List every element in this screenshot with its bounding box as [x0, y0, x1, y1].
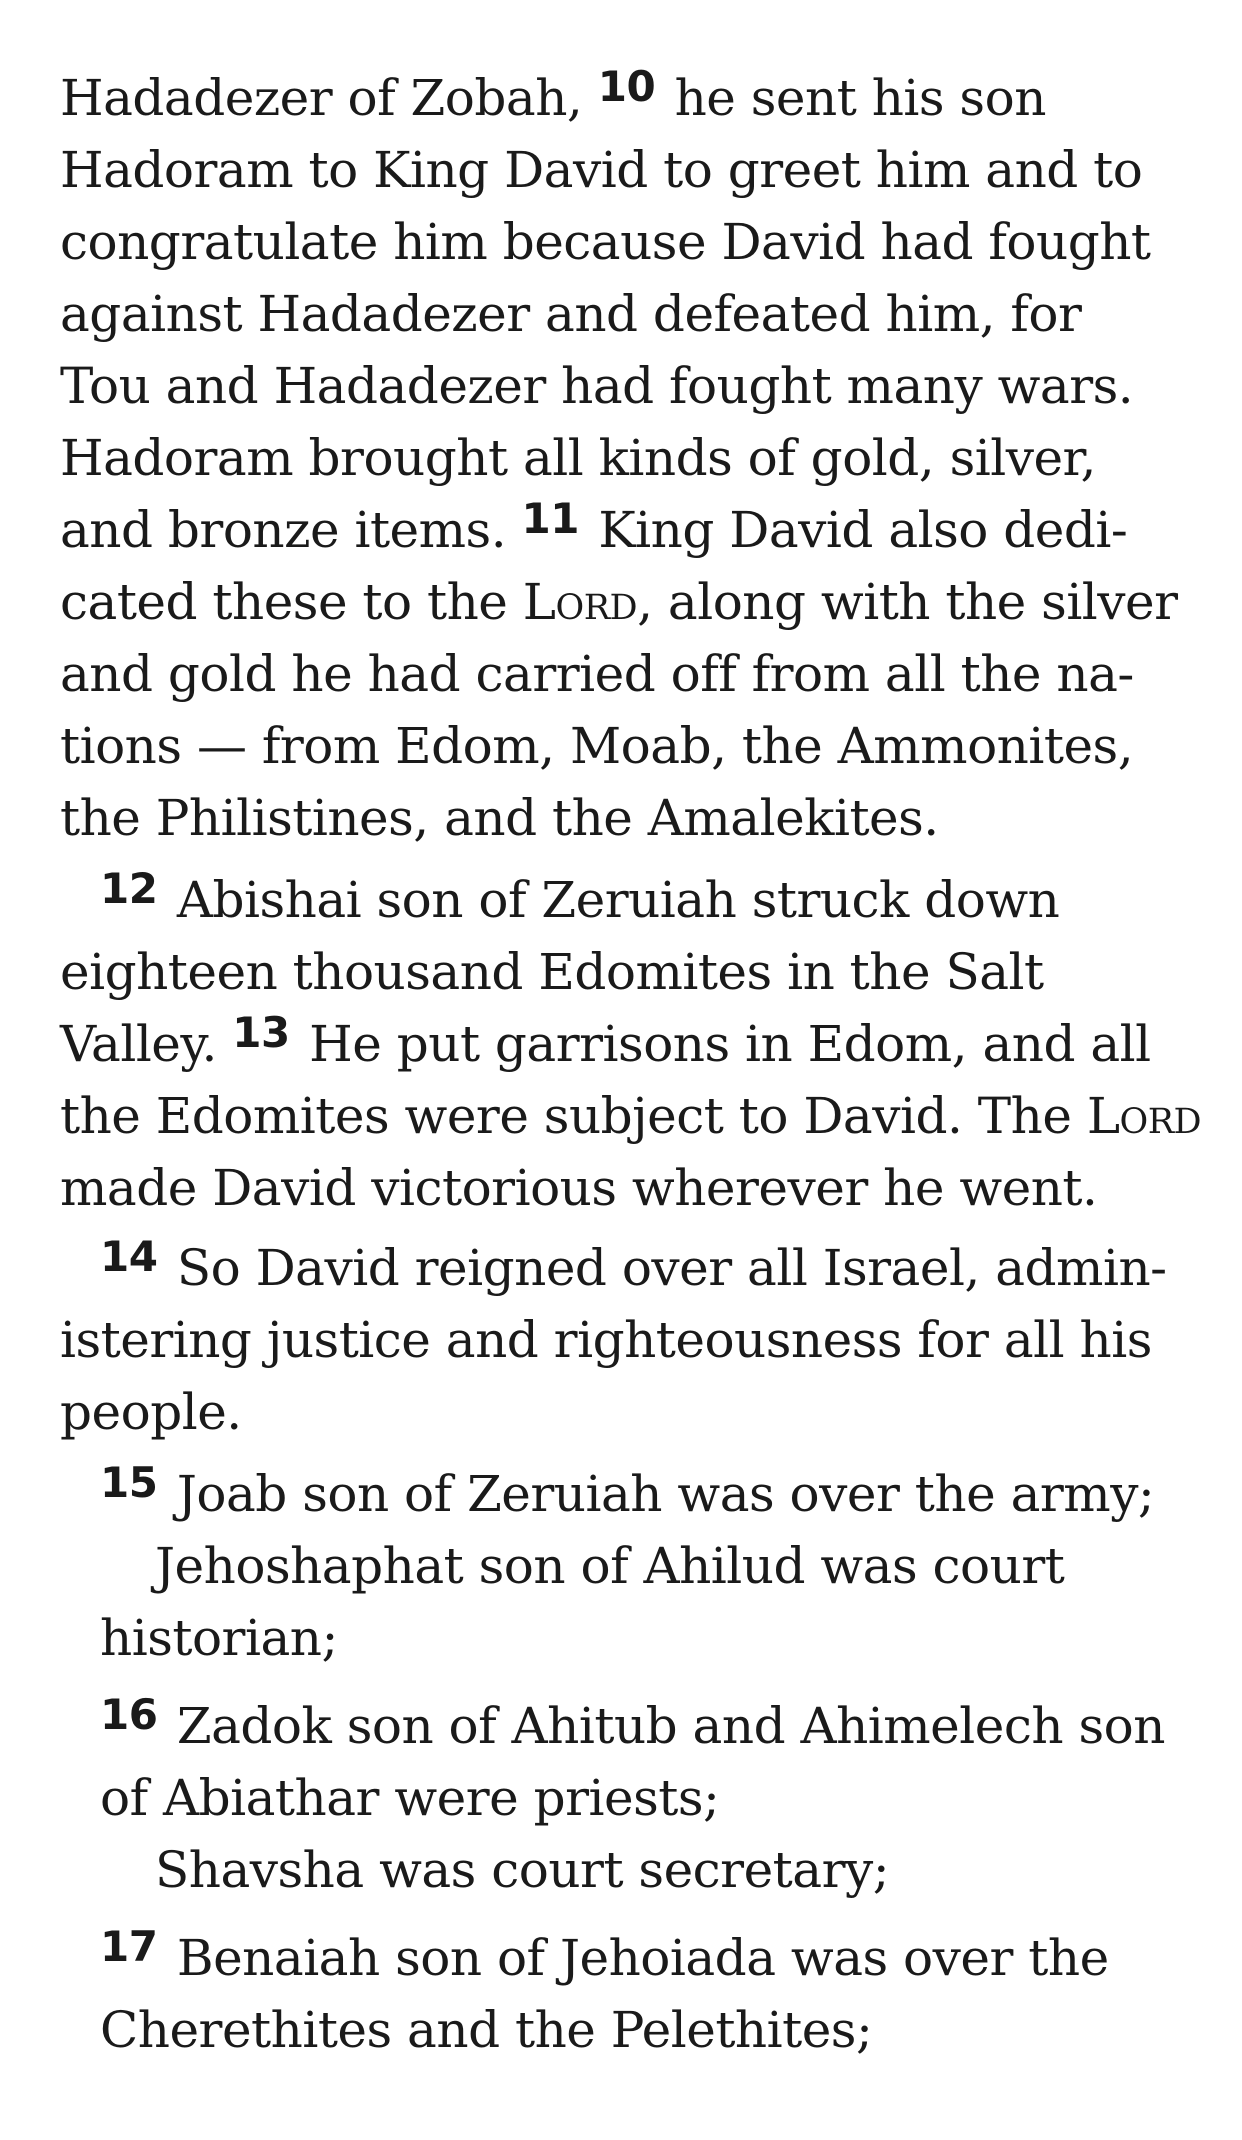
- verse-number: 15: [100, 1458, 158, 1507]
- poetry-line: Jehoshaphat son of Ahilud was court: [155, 1537, 1065, 1595]
- text-line: made David victorious wherever he went.: [60, 1159, 1098, 1217]
- text-line: and gold he had carried off from all the na-: [60, 645, 1134, 703]
- text-line: tions — from Edom, Moab, the Ammonites,: [60, 717, 1134, 775]
- divine-name: Lord: [1086, 1087, 1202, 1145]
- poetry-line: Cherethites and the Pelethites;: [100, 2001, 873, 2059]
- verse-number: 13: [232, 1008, 290, 1057]
- text-line: cated these to the Lord, along with the silver: [60, 573, 1178, 631]
- divine-name: Lord: [522, 573, 638, 631]
- verse-number: 14: [100, 1232, 158, 1281]
- text-line: eighteen thousand Edomites in the Salt: [60, 943, 1044, 1001]
- text-line: the Edomites were subject to David. The Lord: [60, 1087, 1202, 1145]
- poetry-line: Shavsha was court secretary;: [155, 1841, 890, 1899]
- text-line: against Hadadezer and defeated him, for: [60, 285, 1082, 343]
- text-line: Hadadezer of Zobah, $^{10}$ he sent his son: [60, 62, 1046, 127]
- verse-number: 12: [100, 864, 158, 913]
- verse-number: 11: [521, 494, 579, 543]
- poetry-line: of Abiathar were priests;: [100, 1769, 720, 1827]
- text-line: Valley. $^{13}$ He put garrisons in Edom, and all: [60, 1008, 1151, 1073]
- poetry-line: $^{15}$ Joab son of Zeruiah was over the army;: [100, 1458, 1155, 1523]
- verse-number: 16: [100, 1690, 158, 1739]
- text-line: $^{14}$ So David reigned over all Israel, admin-: [100, 1232, 1167, 1297]
- poetry-line: historian;: [100, 1609, 338, 1667]
- text-line: people.: [60, 1383, 242, 1441]
- text-line: Hadoram brought all kinds of gold, silver,: [60, 429, 1096, 487]
- poetry-line: $^{16}$ Zadok son of Ahitub and Ahimelech son: [100, 1690, 1165, 1755]
- text-line: and bronze items. $^{11}$ King David also dedi-: [60, 494, 1128, 559]
- verse-number: 10: [597, 62, 656, 111]
- text-line: $^{12}$ Abishai son of Zeruiah struck down: [100, 864, 1060, 929]
- poetry-line: $^{17}$ Benaiah son of Jehoiada was over the: [100, 1922, 1109, 1987]
- text-line: Tou and Hadadezer had fought many wars.: [60, 357, 1134, 415]
- text-line: Hadoram to King David to greet him and to: [60, 141, 1143, 199]
- text-line: istering justice and righteousness for all his: [60, 1311, 1152, 1369]
- text-line: the Philistines, and the Amalekites.: [60, 789, 939, 847]
- text-line: congratulate him because David had fought: [60, 213, 1151, 271]
- verse-number: 17: [100, 1922, 158, 1971]
